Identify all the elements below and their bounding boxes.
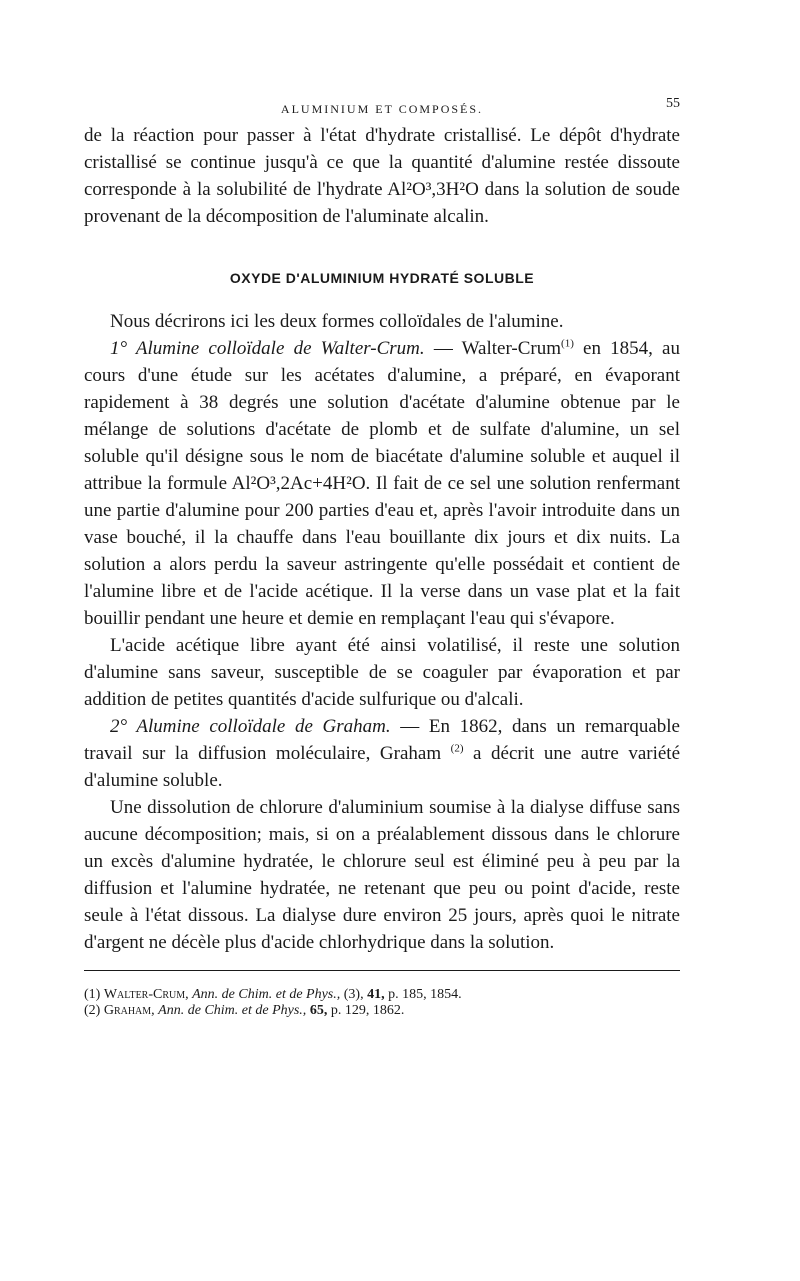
section-heading: OXYDE D'ALUMINIUM HYDRATÉ SOLUBLE xyxy=(229,270,535,286)
walter-crum-text-a: — Walter-Crum xyxy=(424,338,562,359)
footnote-2 xyxy=(84,1003,680,1019)
footnote-volume: 41, xyxy=(367,987,385,1002)
footnote-source: Ann. de Chim. et de Phys., xyxy=(192,987,341,1002)
item-title-walter-crum: 1° Alumine colloïdale de Walter-Crum. xyxy=(110,338,425,359)
footnote-series: (3), xyxy=(343,987,364,1002)
running-title: ALUMINIUM ET COMPOSÉS. xyxy=(280,102,484,116)
graham-text-b: a décrit une autre variété d'alumine soluble. xyxy=(84,743,681,791)
footnote-author: Graham, xyxy=(103,1003,155,1018)
paragraph-dialysis: Une dissolution de chlorure d'aluminium soumise à la dialyse diffuse sans aucune décomposition; mais, si on a préalablement dissous dans le chlorure un excès d'alumine hydratée, le chlorure seul est éliminé peu à peu par la diffusion et l'alumine hydratée, ne retenant que peu ou point d'acide, reste seule à l'état dissous. La dialyse dure environ 25 jours, après quoi le nitrate d'argent ne décèle plus d'acide chlorhydrique dans la solution. xyxy=(84,797,680,953)
paragraph-graham xyxy=(84,713,680,794)
paragraph-acetic-acid: L'acide acétique libre ayant été ainsi volatilisé, il reste une solution d'alumine sans saveur, susceptible de se coaguler par évaporation et par addition de petites quantités d'acide sulfurique ou d'alcali. xyxy=(84,635,680,710)
book-page xyxy=(84,96,680,1019)
running-head xyxy=(84,96,680,122)
footnote-marker: (2) xyxy=(84,1003,101,1018)
page-number: 55 xyxy=(666,96,680,111)
footnote-rest: p. 185, 1854. xyxy=(388,987,462,1002)
footnote-1 xyxy=(84,987,680,1003)
footnote-ref-1[interactable]: (1) xyxy=(561,337,574,350)
footnote-ref-2[interactable]: (2) xyxy=(450,742,464,755)
paragraph-walter-crum xyxy=(84,335,680,632)
footnote-rest: p. 129, 1862. xyxy=(330,1003,405,1018)
paragraph-continuation: de la réaction pour passer à l'état d'hydrate cristallisé. Le dépôt d'hydrate cristallisé se continue jusqu'à ce que la quantité d'alumine restée dissoute corresponde à la solubilité de l'hydrate Al²O³,3H²O dans la solution de soude provenant de la décomposition de l'aluminate alcalin. xyxy=(84,125,680,227)
footnotes xyxy=(84,970,680,1019)
footnote-marker: (1) xyxy=(84,987,101,1002)
paragraph-intro: Nous décrirons ici les deux formes colloïdales de l'alumine. xyxy=(110,311,564,332)
footnote-volume: 65, xyxy=(309,1003,328,1018)
footnote-source: Ann. de Chim. et de Phys., xyxy=(158,1003,307,1018)
footnote-author: Walter-Crum, xyxy=(103,987,189,1002)
walter-crum-text-b: en 1854, au cours d'une étude sur les acétates d'alumine, a préparé, en évaporant rapidement à 38 degrés une solution d'acétate d'alumine obtenue par le mélange de solutions d'acétate de plomb et de sulfate d'alumine, un sel soluble qu'il désigne sous le nom de biacétate d'alumine soluble et auquel il attribue la formule Al²O³,2Ac+4H²O. Il fait de ce sel une solution renfermant une partie d'alumine pour 200 parties d'eau et, après l'avoir introduite dans un vase bouché, il la chauffe dans l'eau bouillante dix jours et dix nuits. La solution a alors perdu la saveur astringente qu'elle possédait et contient de l'alumine libre et de l'acide acétique. Il la verse dans un vase plat et la fait bouillir pendant une heure et demie en remplaçant l'eau qui s'évapore. xyxy=(84,338,680,629)
graham-text-a: — En 1862, dans un remarquable travail sur la diffusion moléculaire, Graham xyxy=(84,716,680,764)
item-title-graham: 2° Alumine colloïdale de Graham. xyxy=(110,716,391,737)
